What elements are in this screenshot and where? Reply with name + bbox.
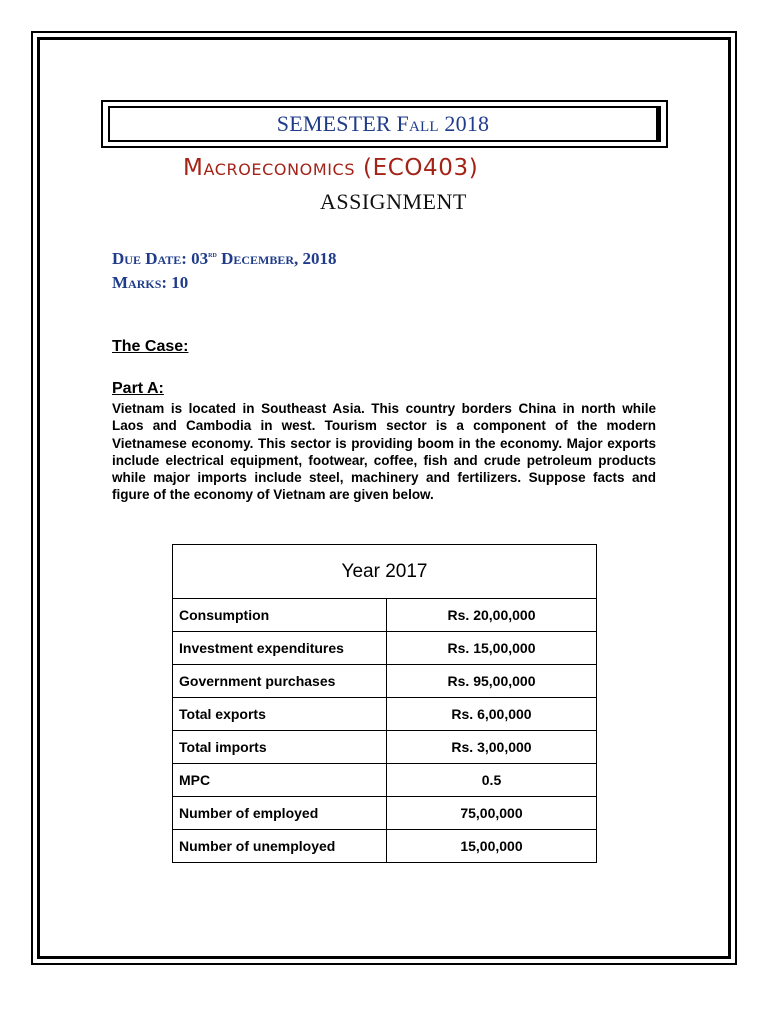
table-cell-value: Rs. 95,00,000 [387, 665, 597, 698]
table-cell-label: Number of unemployed [173, 830, 387, 863]
table-row [173, 599, 597, 632]
table-row [173, 665, 597, 698]
table-row [173, 698, 597, 731]
table-row [173, 764, 597, 797]
table-cell-value: Rs. 15,00,000 [387, 632, 597, 665]
table-cell-value: Rs. 20,00,000 [387, 599, 597, 632]
table-row [173, 797, 597, 830]
semester-title-part1: SEMESTER F [276, 111, 409, 136]
marks [112, 273, 188, 293]
due-date-rest: December, 2018 [221, 249, 337, 268]
table-header-row [173, 545, 597, 599]
marks-value: 10 [171, 273, 189, 292]
table-cell-value: 75,00,000 [387, 797, 597, 830]
course-title: Macroeconomics (ECO403) [183, 155, 479, 181]
assignment-label: ASSIGNMENT [320, 189, 467, 214]
table-cell-value: Rs. 6,00,000 [387, 698, 597, 731]
due-date [112, 249, 337, 269]
table-cell-label: Investment expenditures [173, 632, 387, 665]
table-cell-label: MPC [173, 764, 387, 797]
table-row [173, 830, 597, 863]
part-a-text: Vietnam is located in Southeast Asia. This country borders China in north while Laos and Cambodia in west. Tourism sector is a component of the modern Vietnamese economy. This sector is providing boom in the economy. Major exports include electrical equipment, footwear, coffee, fish and crude petroleum products while major imports include steel, machinery and fertilizers. Suppose facts and figure of the economy of Vietnam are given below. [112, 401, 656, 503]
table-cell-value: 0.5 [387, 764, 597, 797]
table-cell-label: Number of employed [173, 797, 387, 830]
table-row [173, 632, 597, 665]
semester-banner [101, 100, 668, 148]
marks-label: Marks: [112, 273, 168, 292]
semester-title-part2: all [408, 111, 439, 136]
table-cell-value: Rs. 3,00,000 [387, 731, 597, 764]
table-cell-label: Total imports [173, 731, 387, 764]
table-row [173, 731, 597, 764]
semester-title-part3: 2018 [438, 111, 490, 136]
table-cell-label: Total exports [173, 698, 387, 731]
table-cell-label: Consumption [173, 599, 387, 632]
part-a-heading: Part A: [112, 380, 164, 397]
economy-data-table [172, 544, 597, 863]
case-heading: The Case: [112, 338, 189, 355]
due-date-day: 03 [191, 249, 209, 268]
semester-title [277, 111, 489, 137]
due-date-label: Due Date: [112, 249, 187, 268]
due-date-suffix: rd [208, 249, 217, 259]
semester-banner-inner [108, 106, 661, 142]
table-header-year: Year 2017 [173, 545, 597, 599]
table-cell-label: Government purchases [173, 665, 387, 698]
table-cell-value: 15,00,000 [387, 830, 597, 863]
